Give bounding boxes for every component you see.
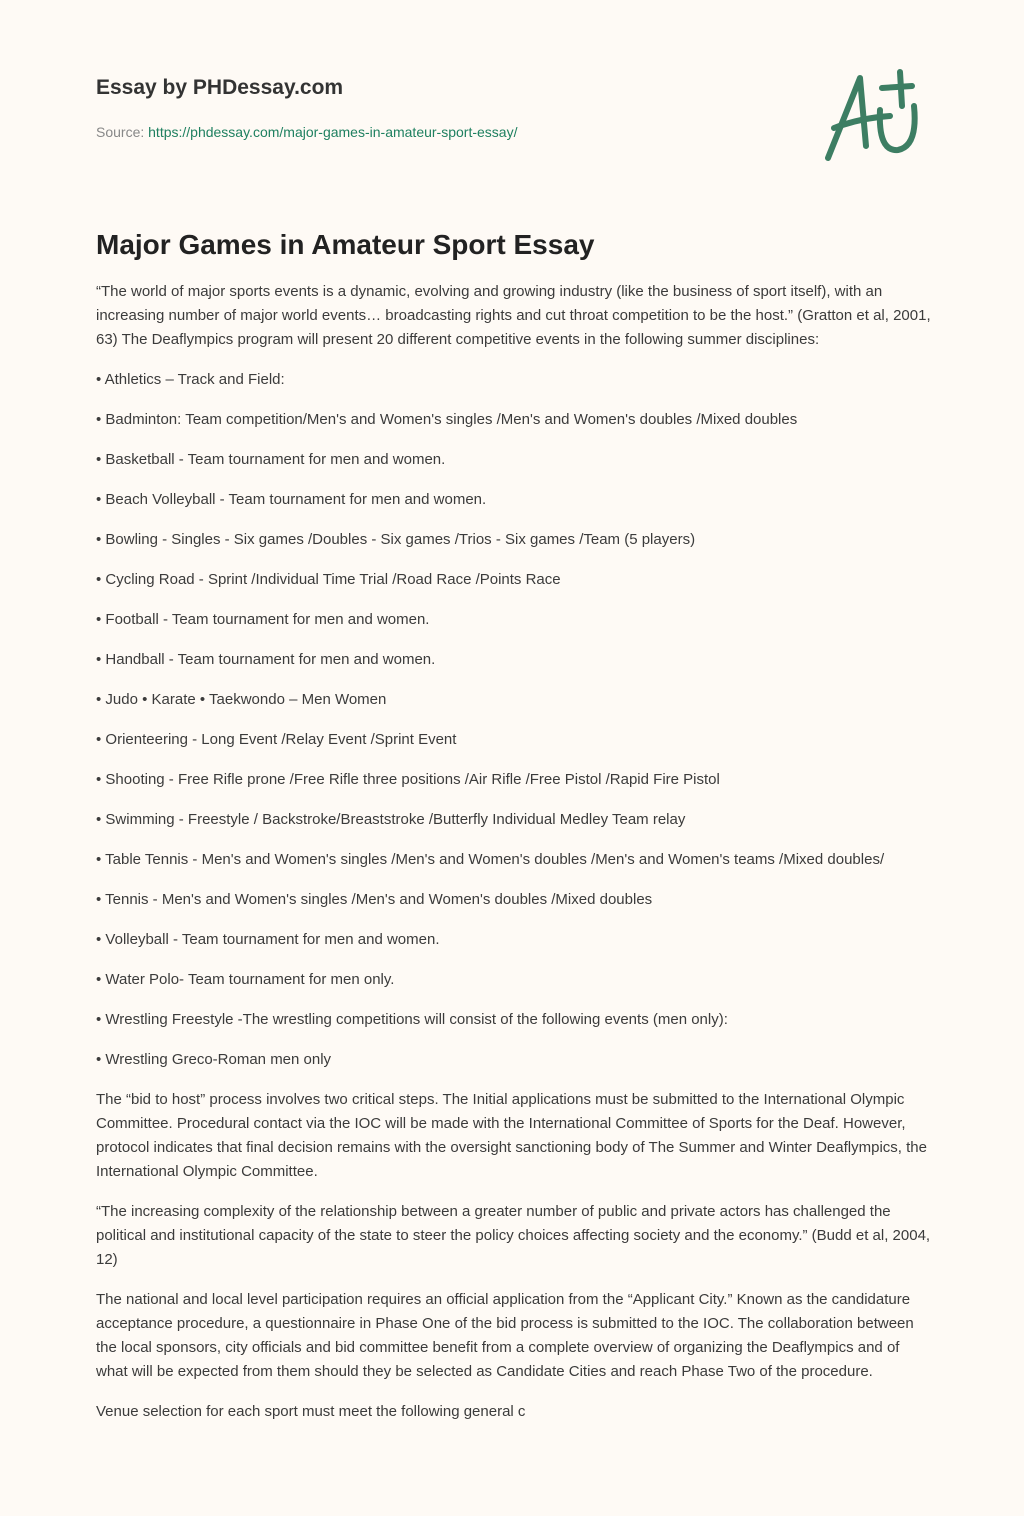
essay-title: Major Games in Amateur Sport Essay (96, 229, 595, 260)
paragraph: Venue selection for each sport must meet the following general c (96, 1403, 526, 1420)
list-item: • Bowling - Singles - Six games /Doubles - Six games /Trios - Six games /Team (5 players) (96, 531, 696, 548)
list-item: • Wrestling Greco-Roman men only (96, 1051, 332, 1068)
list-item: • Water Polo- Team tournament for men only. (96, 971, 395, 988)
list-item: • Orienteering - Long Event /Relay Event /Sprint Event (96, 731, 457, 748)
paragraph: The “bid to host” process involves two critical steps. The Initial applications must be submitted to the International Olympic Committee. Procedural contact via the IOC will be made with the International Committee of Sports for the Deaf. However, protocol indicates that final decision remains with the oversight sanctioning body of The Summer and Winter Deaflympics, the International Olympic Committee. (96, 1091, 927, 1180)
list-item: • Shooting - Free Rifle prone /Free Rifle three positions /Air Rifle /Free Pistol /Rapid Fire Pistol (96, 771, 720, 788)
list-item: • Volleyball - Team tournament for men and women. (96, 931, 440, 948)
list-item: • Swimming - Freestyle / Backstroke/Breaststroke /Butterfly Individual Medley Team relay (96, 811, 686, 828)
paragraph: “The world of major sports events is a dynamic, evolving and growing industry (like the business of sport itself), with an increasing number of major world events… broadcasting rights and cut throat competition to be the host.” (Gratton et al, 2001, 63) The Deaflympics program will present 20 different competitive events in the following summer disciplines: (96, 283, 931, 348)
list-item: • Badminton: Team competition/Men's and Women's singles /Men's and Women's doubles /Mixed doubles (96, 411, 798, 428)
list-item: • Basketball - Team tournament for men and women. (96, 451, 446, 468)
a-plus-logo-icon (820, 66, 930, 166)
source-line (96, 124, 517, 140)
list-item: • Football - Team tournament for men and women. (96, 611, 430, 628)
brand-title: Essay by PHDessay.com (96, 76, 344, 99)
source-link[interactable]: https://phdessay.com/major-games-in-amateur-sport-essay/ (148, 124, 518, 140)
list-item: • Judo • Karate • Taekwondo – Men Women (96, 691, 387, 708)
page-header (0, 0, 1024, 190)
list-item: • Wrestling Freestyle -The wrestling competitions will consist of the following events (men only): (96, 1011, 728, 1028)
essay-body (96, 280, 932, 1424)
list-item: • Table Tennis - Men's and Women's singles /Men's and Women's doubles /Men's and Women's teams /Mixed doubles/ (96, 851, 885, 868)
list-item: • Beach Volleyball - Team tournament for men and women. (96, 491, 487, 508)
source-label: Source: (96, 124, 145, 140)
list-item: • Athletics – Track and Field: (96, 371, 285, 388)
list-item: • Tennis - Men's and Women's singles /Men's and Women's doubles /Mixed doubles (96, 891, 653, 908)
paragraph: “The increasing complexity of the relationship between a greater number of public and private actors has challenged the political and institutional capacity of the state to steer the policy choices affecting society and the economy.” (Budd et al, 2004, 12) (96, 1203, 931, 1268)
essay-content (96, 226, 932, 1440)
list-item: • Handball - Team tournament for men and women. (96, 651, 436, 668)
list-item: • Cycling Road - Sprint /Individual Time Trial /Road Race /Points Race (96, 571, 561, 588)
paragraph: The national and local level participation requires an official application from the “Applicant City.” Known as the candidature acceptance procedure, a questionnaire in Phase One of the bid process is submitted to the IOC. The collaboration between the local sponsors, city officials and bid committee benefit from a complete overview of organizing the Deaflympics and of what will be expected from them should they be selected as Candidate Cities and reach Phase Two of the procedure. (96, 1291, 914, 1380)
